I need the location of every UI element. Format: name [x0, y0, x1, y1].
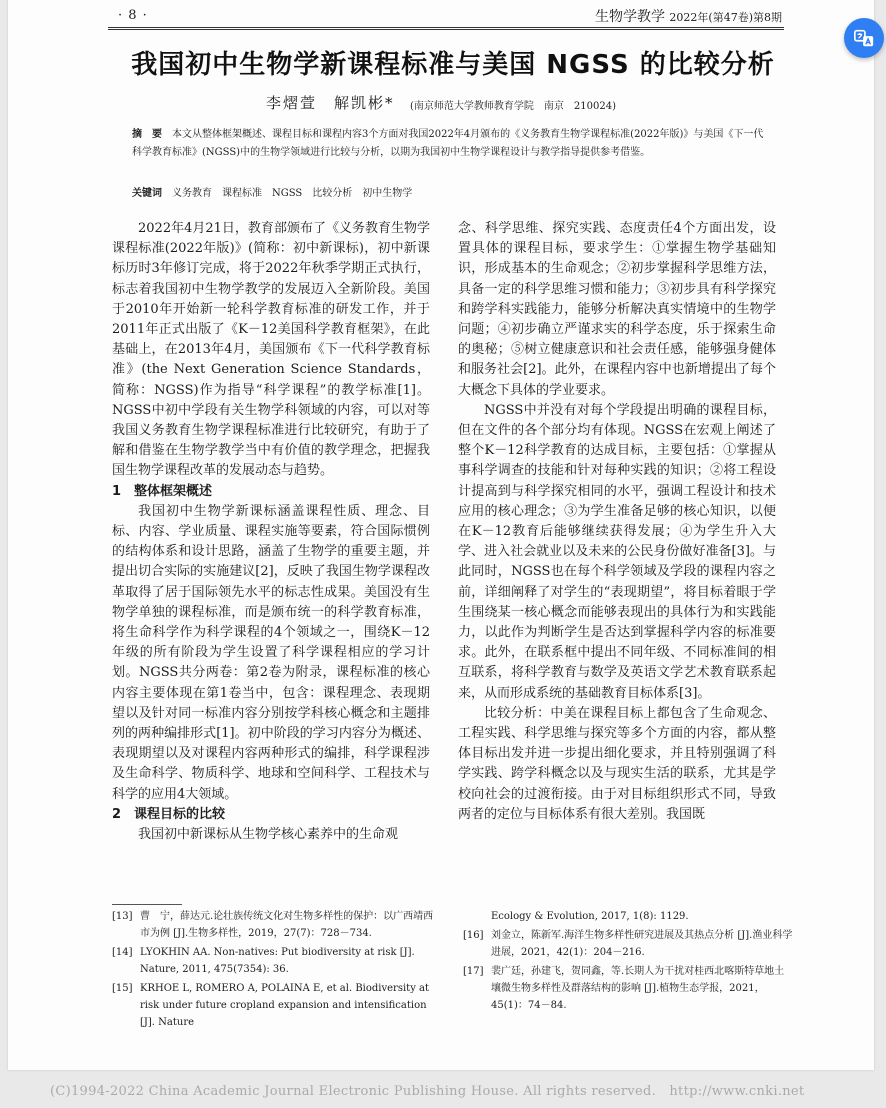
references-left [112, 908, 442, 1033]
references-rule [112, 904, 182, 905]
body-column-left [112, 219, 430, 845]
reference-text: 裴广廷，孙建飞，贺同鑫，等.长期人为干扰对桂西北喀斯特草地土壤微生物多样性及群落结构的影响 [J].植物生态学报，2021，45(1)：74－84. [491, 966, 785, 1011]
body-paragraph: 我国初中生物学新课标涵盖课程性质、理念、目标、内容、学业质量、课程实施等要素，符合国际惯例的结构体系和设计思路，涵盖了生物学的重要主题，并提出切合实际的实施建议[2]，反映了我国生物学课程改革取得了居于国际领先水平的标志性成果。美国没有生物学单独的课程标准，而是颁布统一的科学教育标准，将生命科学作为科学课程的4个领域之一，围绕K－12年级的所有阶段为学生设置了科学课程相应的学习计划。NGSS共分两卷：第2卷为附录，课程标准的核心内容主要体现在第1卷当中，包含：课程理念、表现期望以及针对同一标准内容分别按学科核心概念和主题排列的两种编排形式[1]。初中阶段的学习内容分为概述、表现期望以及对课程内容两种形式的编排，科学课程涉及生命科学、物质科学、地球和空间科学、工程技术与科学的应用4大领域。 [112, 503, 430, 802]
reference-number: [15] [112, 983, 133, 994]
copyright-footer: (C)1994-2022 China Academic Journal Electronic Publishing House. All rights reserved. http://www.cnki.net [50, 1084, 805, 1099]
page-number: · 8 · [118, 8, 148, 23]
reference-number: [14] [112, 947, 133, 958]
body-paragraph: NGSS中并没有对每个学段提出明确的课程目标，但在文件的各个部分均有体现。NGSS在宏观上阐述了整个K－12科学教育的达成目标，主要包括：①掌握从事科学调查的技能和针对每种实践的知识；②将工程设计提高到与科学探究相同的水平，强调工程设计和技术应用的核心理念；③为学生准备足够的核心知识，以便在K－12教育后能够继续获得发展；④为学生升入大学、进入社会就业以及未来的公民身份做好准备[3]。与此同时，NGSS也在每个科学领域及学段的课程内容之前，详细阐释了对学生的“表现期望”，将目标着眼于学生围绕某一核心概念而能够表现出的具体行为和实践能力，以此作为判断学生是否达到掌握科学内容的标准要求。此外，在联系框中提出不同年级、不同标准间的相互联系，将科学教育与数学及英语文学艺术教育联系起来，从而形成系统的基础教育目标体系[3]。 [458, 402, 776, 701]
reference-number [463, 908, 491, 925]
reference-number: [13] [112, 911, 133, 922]
translate-icon [853, 27, 875, 49]
reference-entry [112, 908, 442, 942]
document-page [8, 0, 874, 1070]
header-rule [108, 27, 784, 30]
reference-entry [463, 927, 793, 961]
section-heading: 1 整体框架概述 [112, 483, 213, 499]
reference-entry [112, 944, 442, 978]
keywords-label: 关键词 [132, 188, 162, 199]
abstract [132, 126, 770, 162]
reference-text: Ecology & Evolution, 2017, 1(8): 1129. [491, 911, 689, 922]
reference-entry [463, 908, 793, 925]
reference-number: [17] [463, 966, 484, 977]
reference-text: 曹 宁，薛达元.论壮族传统文化对生物多样性的保护：以广西靖西市为例 [J].生物多样性，2019，27(7)：728－734. [140, 911, 434, 939]
section-heading: 2 课程目标的比较 [112, 806, 226, 822]
body-paragraph: 2022年4月21日，教育部颁布了《义务教育生物学课程标准(2022年版)》(简称：初中新课标)，初中新课标历时3年修订完成，将于2022年秋季学期正式执行，标志着我国初中生物学教学的发展迈入全新阶段。美国于2010年开始新一轮科学教育标准的研发工作，并于2011年正式出版了《K－12美国科学教育框架》，在此基础上，在2013年4月，美国颁布《下一代科学教育标准》(the Next Generation Science Standards，简称：NGSS)作为指导“科学课程”的教学标准[1]。NGSS中初中学段有关生物学科领域的内容，可以对等我国义务教育生物学课程标准进行比较研究，有助于了解和借鉴在生物学教学当中有价值的教学理念，把握我国生物学课程改革的发展动态与趋势。 [112, 221, 430, 479]
keywords [132, 184, 770, 199]
body-paragraph: 念、科学思维、探究实践、态度责任4个方面出发，设置具体的课程目标，要求学生：①掌握生物学基础知识，形成基本的生命观念；②初步掌握科学思维方法，具备一定的科学思维习惯和能力；③初步具有科学探究和跨学科实践能力，能够分析解决真实情境中的生物学问题；④初步确立严谨求实的科学态度，乐于探索生命的奥秘；⑤树立健康意识和社会责任感，能够强身健体和服务社会[2]。此外，在课程内容中也新增提出了每个大概念下具体的学业要求。 [458, 221, 776, 398]
journal-issue: 2022年(第47卷)第8期 [669, 11, 782, 24]
reference-entry [112, 980, 442, 1031]
reference-text: 刘金立，陈新军.海洋生物多样性研究进展及其热点分析 [J].渔业科学进展，2021，42(1)：204－216. [491, 930, 793, 958]
article-title: 我国初中生物学新课程标准与美国 NGSS 的比较分析 [131, 50, 775, 80]
reference-number: [16] [463, 930, 484, 941]
reference-text: KRHOE L, ROMERO A, POLAINA E, et al. Biodiversity at risk under future cropland expansion and intensification [J]. Nature [140, 983, 429, 1028]
abstract-text: 本文从整体框架概述、课程目标和课程内容3个方面对我国2022年4月颁布的《义务教育生物学课程标准(2022年版)》与美国《下一代科学教育标准》(NGSS)中的生物学领域进行比较与分析，以期为我国初中生物学课程设计与教学指导提供参考借鉴。 [132, 129, 764, 158]
reference-entry [463, 963, 793, 1014]
references-right [463, 908, 793, 1016]
keywords-text: 义务教育 课程标准 NGSS 比较分析 初中生物学 [172, 188, 413, 199]
reference-text: LYOKHIN AA. Non-natives: Put biodiversity at risk [J]. Nature, 2011, 475(7354): 36. [140, 947, 415, 975]
body-paragraph: 比较分析：中美在课程目标上都包含了生命观念、工程实践、科学思维与探究等多个方面的内容，都从整体目标出发并进一步提出细化要求，并且特别强调了科学实践、跨学科概念以及与现实生活的联系，尤其是学校向社会的过渡衔接。由于对目标组织形式不同，导致两者的定位与目标体系有很大差别。我国既 [458, 705, 776, 822]
author-affiliation: (南京师范大学教师教育学院 南京 210024) [410, 101, 616, 112]
translate-button[interactable] [844, 18, 884, 58]
abstract-label: 摘 要 [132, 129, 162, 140]
article-authors: 李熠萱 解凯彬* [266, 94, 395, 112]
body-paragraph: 我国初中新课标从生物学核心素养中的生命观 [138, 827, 399, 843]
journal-header [595, 6, 782, 26]
journal-name: 生物学教学 [594, 9, 665, 25]
body-column-right [458, 219, 776, 825]
